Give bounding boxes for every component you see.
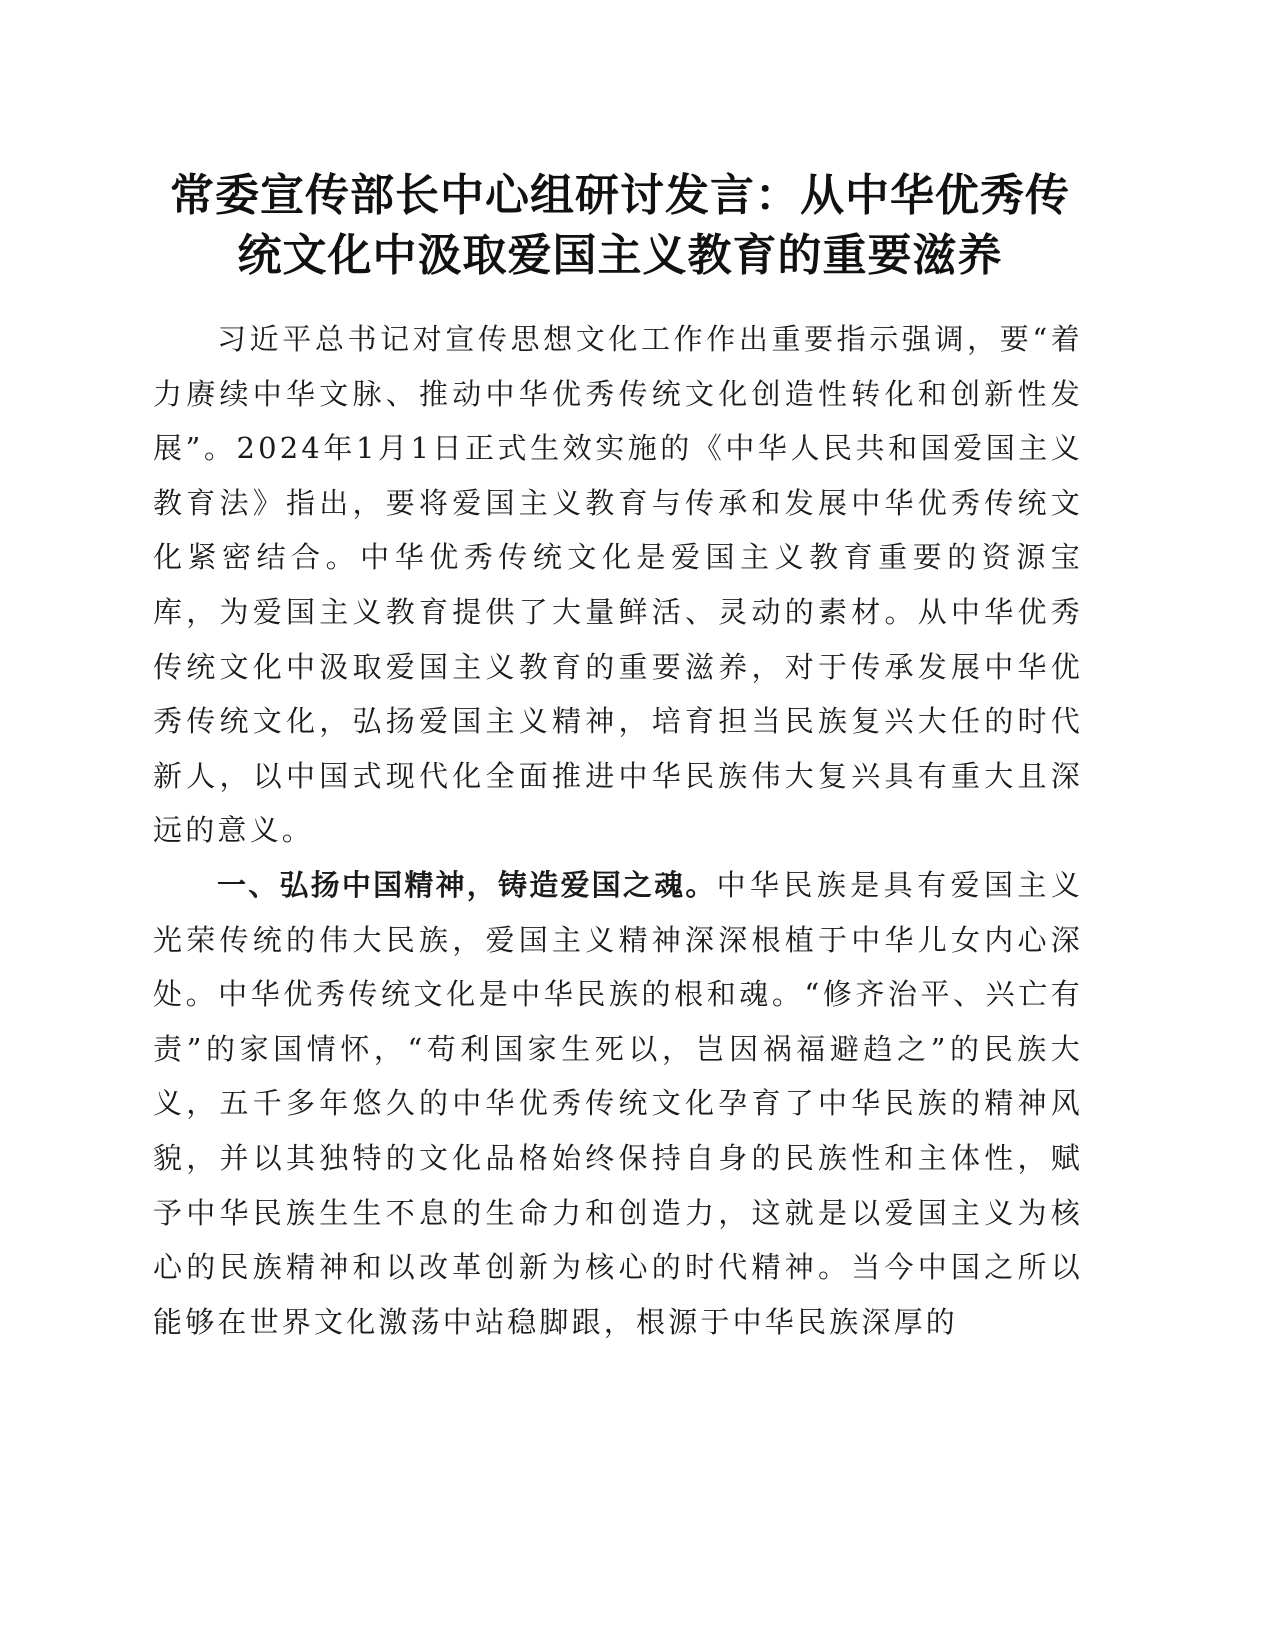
intro-paragraph-text: 习近平总书记对宣传思想文化工作作出重要指示强调，要“着力赓续中华文脉、推动中华优秀传统文化创造性转化和创新性发展”。2024年1月1日正式生效实施的《中华人民共和国爱国主义教育法》指出，要将爱国主义教育与传承和发展中华优秀传统文化紧密结合。中华优秀传统文化是爱国主义教育重要的资源宝库，为爱国主义教育提供了大量鲜活、灵动的素材。从中华优秀传统文化中汲取爱国主义教育的重要滋养，对于传承发展中华优秀传统文化，弘扬爱国主义精神，培育担当民族复兴大任的时代新人，以中国式现代化全面推进中华民族伟大复兴具有重大且深远的意义。 xyxy=(153,322,1083,848)
section-one-paragraph xyxy=(153,858,1083,1349)
document-body xyxy=(153,312,1083,1349)
section-one-text: 中华民族是具有爱国主义光荣传统的伟大民族，爱国主义精神深深根植于中华儿女内心深处。中华优秀传统文化是中华民族的根和魂。“修齐治平、兴亡有责”的家国情怀，“苟利国家生死以，岂因祸福避趋之”的民族大义，五千多年悠久的中华优秀传统文化孕育了中华民族的精神风貌，并以其独特的文化品格始终保持自身的民族性和主体性，赋予中华民族生生不息的生命力和创造力，这就是以爱国主义为核心的民族精神和以改革创新为核心的时代精神。当今中国之所以能够在世界文化激荡中站稳脚跟，根源于中华民族深厚的 xyxy=(153,867,1083,1339)
intro-paragraph xyxy=(153,312,1083,858)
section-one-heading: 一、弘扬中国精神，铸造爱国之魂。 xyxy=(217,867,717,902)
document-title: 常委宣传部长中心组研讨发言：从中华优秀传统文化中汲取爱国主义教育的重要滋养 xyxy=(170,170,1070,281)
